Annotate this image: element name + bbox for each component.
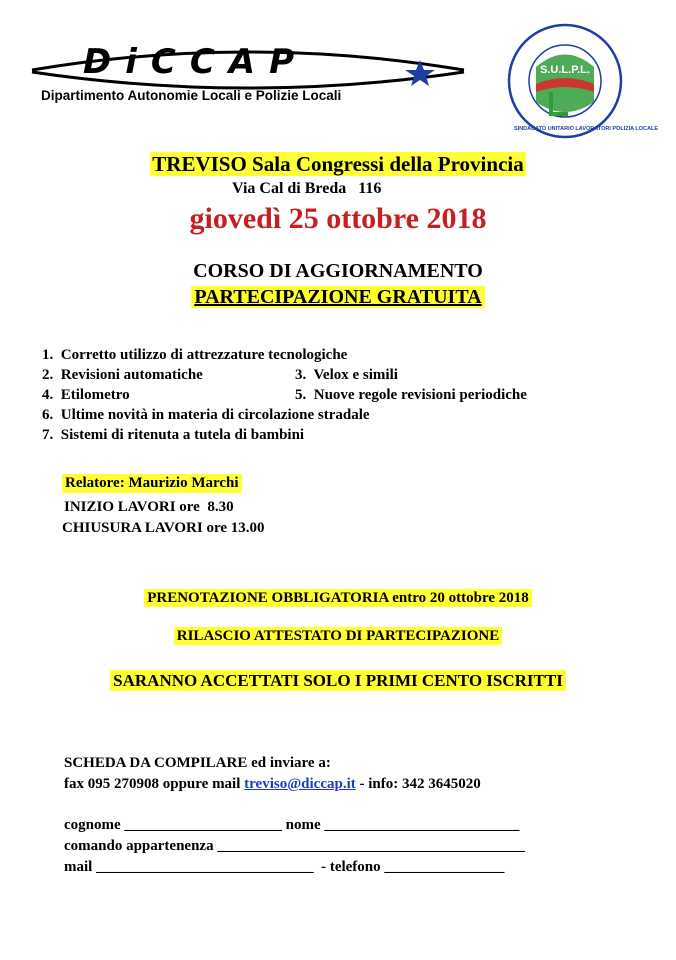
fax-text: fax 095 270908 oppure mail — [64, 776, 245, 792]
logo-subtitle: Dipartimento Autonomie Locali e Polizie Locali — [41, 88, 342, 103]
seal-icon — [506, 22, 659, 140]
list-item: 2. Revisioni automatiche — [42, 367, 203, 383]
list-item: 6. Ultime novità in materia di circolazione stradale — [42, 407, 370, 423]
course-title: CORSO DI AGGIORNAMENTO — [193, 260, 483, 282]
certificate-notice: RILASCIO ATTESTATO DI PARTECIPAZIONE — [174, 627, 502, 645]
certificate-line — [0, 627, 676, 645]
start-time: INIZIO LAVORI ore 8.30 — [64, 499, 234, 515]
list-item: 3. Velox e simili — [295, 367, 398, 383]
speaker: Relatore: Maurizio Marchi — [62, 474, 242, 493]
booking-line — [0, 589, 676, 607]
diccap-logo — [28, 40, 468, 110]
topic-list — [42, 345, 642, 445]
seal-ring-text: SINDACATO UNITARIO LAVORATORI POLIZIA LOCALE — [514, 126, 659, 132]
form-row-mail-phone[interactable]: mail _____________________________ - telefono ________________ — [64, 859, 505, 875]
address: Via Cal di Breda 116 — [232, 180, 382, 197]
list-item: 4. Etilometro — [42, 387, 130, 403]
email-link[interactable]: treviso@diccap.it — [244, 776, 356, 792]
event-date: giovedì 25 ottobre 2018 — [189, 202, 487, 235]
logo-text: DiCCAP — [83, 42, 309, 82]
sulpl-seal — [506, 22, 659, 140]
end-time: CHIUSURA LAVORI ore 13.00 — [62, 520, 265, 536]
free-participation: PARTECIPAZIONE GRATUITA — [191, 286, 484, 308]
form-row-command[interactable]: comando appartenenza _________________________________________ — [64, 838, 525, 854]
info-text: - info: 342 3645020 — [355, 776, 481, 792]
contact-line — [64, 776, 481, 793]
seal-center-text: S.U.L.P.L. — [540, 64, 590, 76]
list-item: 1. Corretto utilizzo di attrezzature tecnologiche — [42, 347, 348, 363]
form-row-surname-name[interactable]: cognome _____________________ nome __________________________ — [64, 817, 520, 833]
venue-line — [0, 152, 676, 177]
booking-notice: PRENOTAZIONE OBBLIGATORIA entro 20 ottobre 2018 — [144, 589, 532, 607]
free-line — [0, 286, 676, 309]
limit-line — [0, 671, 676, 691]
list-item: 5. Nuove regole revisioni periodiche — [295, 387, 527, 403]
limit-notice: SARANNO ACCETTATI SOLO I PRIMI CENTO ISCRITTI — [110, 670, 566, 691]
form-intro: SCHEDA DA COMPILARE ed inviare a: — [64, 755, 331, 771]
list-item: 7. Sistemi di ritenuta a tutela di bambini — [42, 427, 305, 443]
venue: TREVISO Sala Congressi della Provincia — [152, 152, 524, 176]
